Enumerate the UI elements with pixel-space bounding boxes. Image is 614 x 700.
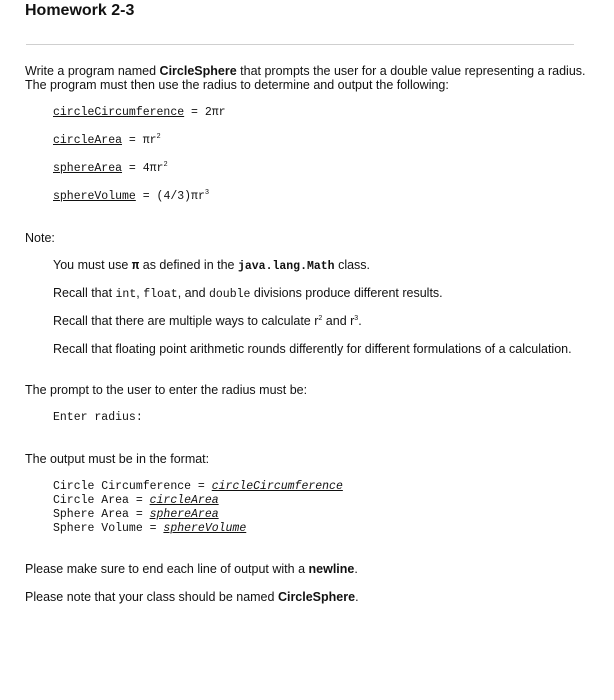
newline-note-text: Please make sure to end each line of output with a [25, 562, 309, 576]
output-var: circleCircumference [211, 480, 343, 493]
note-text: , and [177, 286, 209, 300]
formula-name: sphereVolume [53, 190, 136, 203]
formula-expr: 4πr [142, 162, 164, 175]
note-text: You must use [53, 258, 132, 272]
note-item-pi [53, 258, 370, 273]
code-double: double [209, 288, 251, 301]
formula-name: circleCircumference [53, 106, 185, 119]
formula-eq: = [122, 134, 143, 147]
formula-eq: = [135, 190, 157, 203]
intro-line-1 [25, 64, 586, 78]
output-var: sphereArea [149, 508, 219, 521]
newline-note-text: . [354, 562, 358, 576]
prompt-text: Enter radius: [53, 411, 143, 424]
output-label: Circle Circumference = [53, 480, 212, 493]
note-text: Recall that there are multiple ways to calculate r [53, 314, 319, 328]
page-title: Homework 2-3 [25, 2, 135, 19]
output-label: Circle Area = [53, 494, 150, 507]
formula-eq: = [184, 106, 205, 119]
formula-expr: 2πr [204, 106, 226, 119]
output-heading: The output must be in the format: [25, 452, 210, 466]
note-sup: 2 [318, 315, 323, 322]
formula-circle-area [53, 134, 161, 147]
note-item-divisions [53, 286, 443, 301]
note-text: and r [322, 314, 355, 328]
note-item-powers [53, 314, 362, 328]
output-var: sphereVolume [163, 522, 247, 535]
output-line [53, 522, 343, 536]
divider [26, 44, 574, 45]
class-note-text: . [355, 590, 359, 604]
prompt-heading: The prompt to the user to enter the radius must be: [25, 383, 308, 397]
note-item-rounding: Recall that floating point arithmetic rounds differently for different formulations of a calculation. [53, 342, 572, 356]
output-var: circleArea [149, 494, 219, 507]
formula-sup: 2 [163, 161, 168, 169]
output-format-block [53, 480, 343, 536]
output-line [53, 508, 343, 522]
formula-sup: 2 [156, 133, 161, 141]
formula-sup: 3 [204, 189, 210, 197]
formula-eq: = [122, 162, 143, 175]
note-text: . [358, 314, 362, 328]
formula-name: circleArea [53, 134, 123, 147]
formula-sphere-area [53, 162, 168, 175]
output-line [53, 480, 343, 494]
note-text: as defined in the [139, 258, 238, 272]
note-text: Recall that [53, 286, 116, 300]
note-text: , [136, 286, 144, 300]
formula-sphere-volume [53, 190, 209, 203]
pi-symbol: π [131, 259, 140, 273]
class-name-note [25, 590, 359, 604]
note-label: Note: [25, 231, 55, 245]
code-java-lang-math: java.lang.Math [237, 260, 335, 273]
intro-text: that prompts the user for a double value representing a radius. [236, 64, 586, 78]
class-note-text: Please note that your class should be named [25, 590, 278, 604]
formula-circumference [53, 106, 226, 119]
newline-keyword: newline [308, 562, 355, 576]
note-text: divisions produce different results. [250, 286, 443, 300]
output-label: Sphere Area = [53, 508, 150, 521]
note-text: class. [334, 258, 371, 272]
class-name: CircleSphere [277, 590, 356, 604]
code-float: float [143, 288, 178, 301]
output-line [53, 494, 343, 508]
formula-expr: (4/3)πr [156, 190, 205, 203]
code-int: int [115, 288, 137, 301]
intro-text: Write a program named [25, 64, 160, 78]
formula-expr: πr [142, 134, 157, 147]
formula-name: sphereArea [53, 162, 123, 175]
intro-line-2: The program must then use the radius to determine and output the following: [25, 78, 449, 92]
newline-note [25, 562, 358, 576]
note-sup: 3 [354, 315, 359, 322]
class-name: CircleSphere [159, 64, 237, 78]
output-label: Sphere Volume = [53, 522, 164, 535]
